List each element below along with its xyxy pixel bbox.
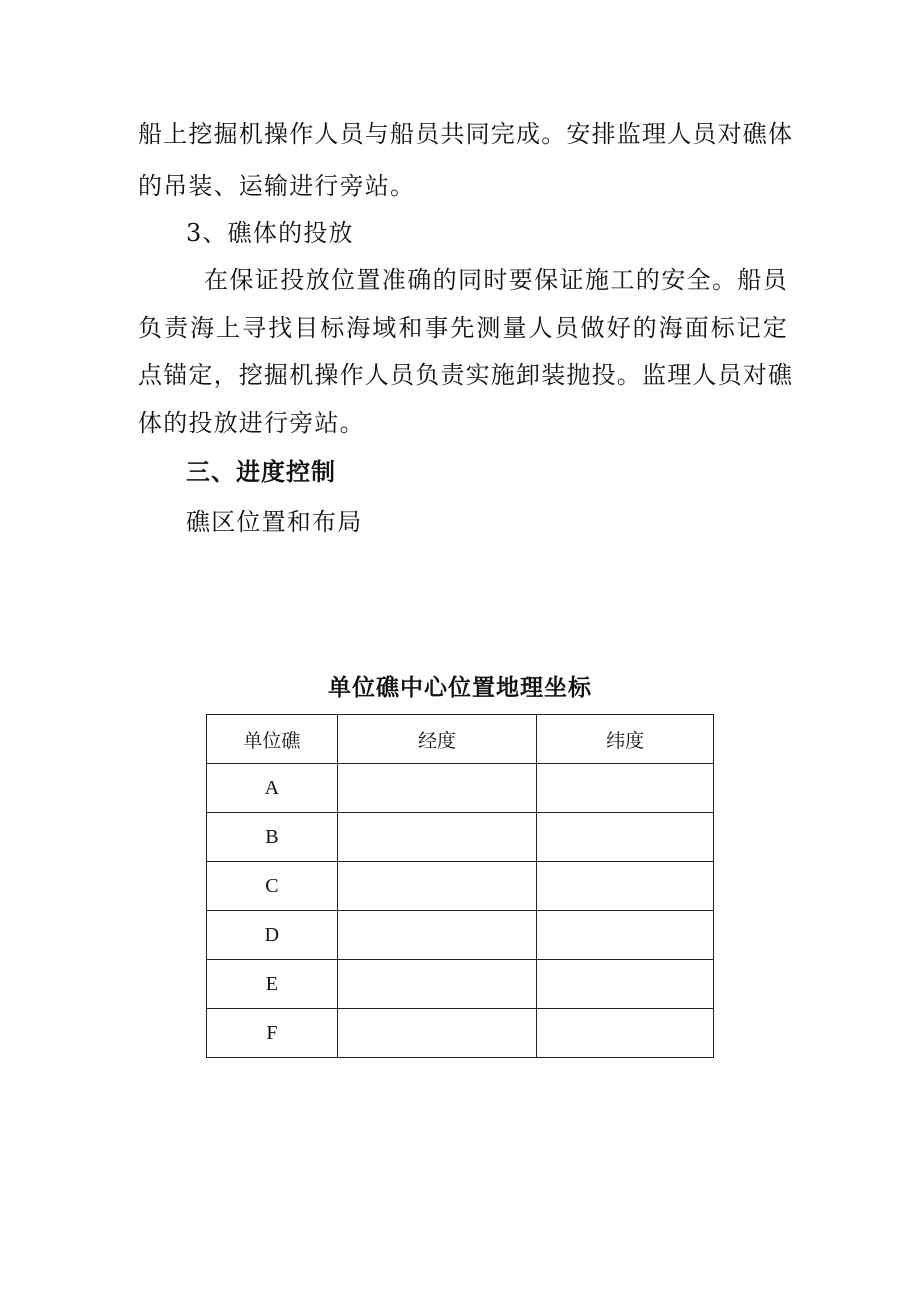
cell-longitude: [337, 960, 537, 1009]
cell-latitude: [537, 960, 714, 1009]
cell-latitude: [537, 813, 714, 862]
table-row: [207, 862, 714, 911]
paragraph-line: 点锚定，挖掘机操作人员负责实施卸装抛投。监理人员对礁: [138, 361, 794, 389]
table-row: [207, 960, 714, 1009]
table-row: [207, 911, 714, 960]
table-row: [207, 813, 714, 862]
cell-longitude: [337, 813, 537, 862]
paragraph-line: 负责海上寻找目标海域和事先测量人员做好的海面标记定: [138, 314, 788, 342]
coordinates-table: [206, 714, 714, 1058]
table-title: 单位礁中心位置地理坐标: [328, 675, 592, 701]
table-row: [207, 1009, 714, 1058]
cell-unit: A: [207, 764, 338, 813]
header-longitude: 经度: [337, 715, 537, 764]
paragraph-line: 体的投放进行旁站。: [138, 409, 365, 437]
cell-latitude: [537, 1009, 714, 1058]
paragraph-line: 的吊装、运输进行旁站。: [138, 172, 416, 200]
reef-layout-label: 礁区位置和布局: [186, 508, 363, 536]
paragraph-line: 在保证投放位置准确的同时要保证施工的安全。船员: [204, 266, 788, 294]
cell-unit: D: [207, 911, 338, 960]
table-row: [207, 764, 714, 813]
subsection-title: 3、礁体的投放: [186, 219, 354, 247]
cell-longitude: [337, 911, 537, 960]
header-unit: 单位礁: [207, 715, 338, 764]
cell-unit: C: [207, 862, 338, 911]
cell-latitude: [537, 764, 714, 813]
cell-latitude: [537, 911, 714, 960]
cell-unit: F: [207, 1009, 338, 1058]
cell-longitude: [337, 862, 537, 911]
section-title: 三、进度控制: [186, 458, 336, 486]
cell-latitude: [537, 862, 714, 911]
table-header-row: [207, 715, 714, 764]
cell-longitude: [337, 764, 537, 813]
paragraph-line: 船上挖掘机操作人员与船员共同完成。安排监理人员对礁体: [138, 120, 794, 148]
cell-unit: B: [207, 813, 338, 862]
header-latitude: 纬度: [537, 715, 714, 764]
cell-longitude: [337, 1009, 537, 1058]
cell-unit: E: [207, 960, 338, 1009]
